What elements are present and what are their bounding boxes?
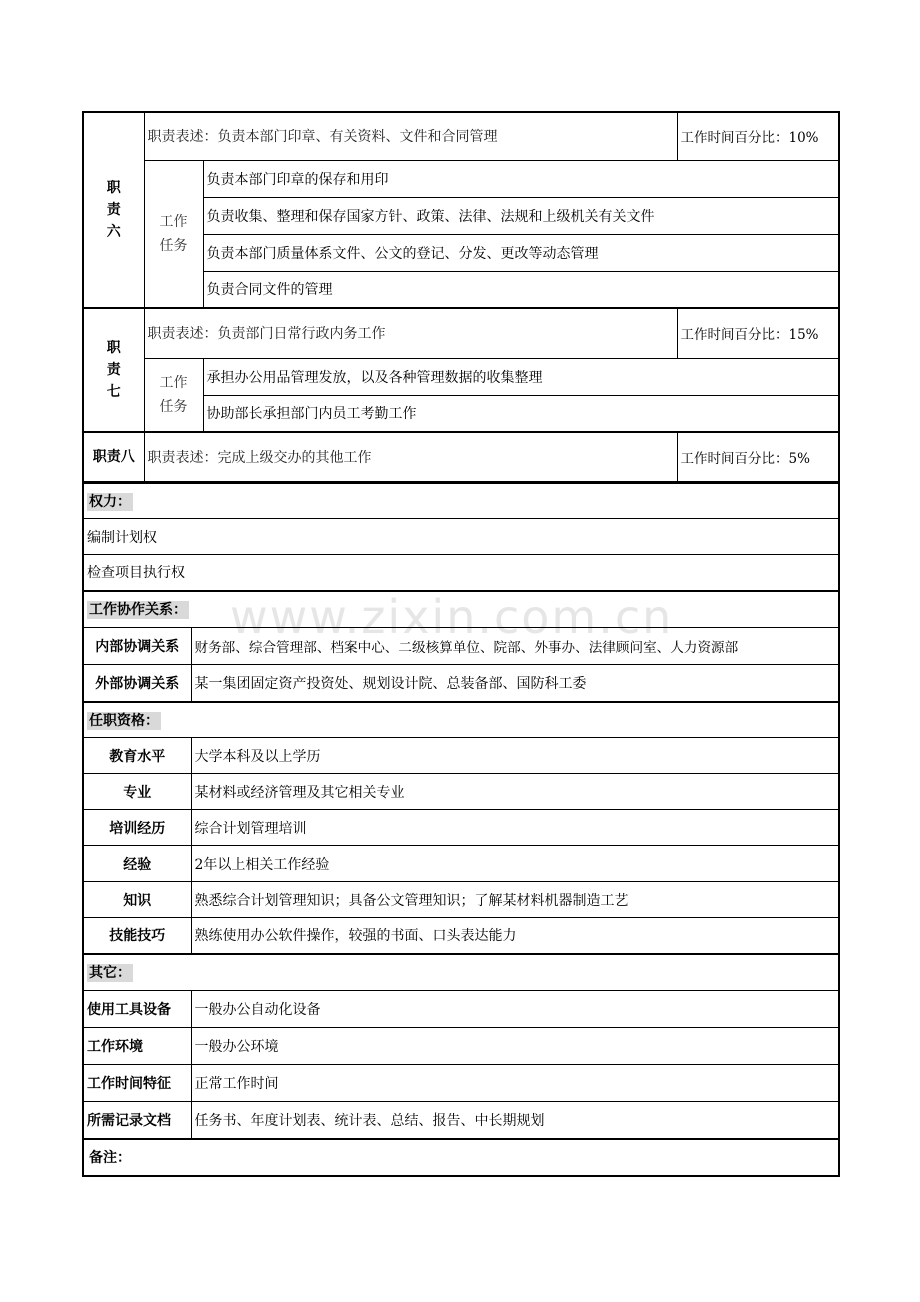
other-label: 工作时间特征: [83, 1065, 191, 1102]
other-value: 任务书、年度计划表、统计表、总结、报告、中长期规划: [191, 1102, 839, 1139]
other-section-title: 其它：: [83, 954, 839, 991]
qualification-label: 教育水平: [83, 738, 191, 774]
power-item: 检查项目执行权: [83, 555, 839, 591]
other-value: 一般办公自动化设备: [191, 991, 839, 1028]
duty-6-task-label: 工作 任务: [144, 160, 203, 308]
power-item: 编制计划权: [83, 519, 839, 555]
qualification-label: 知识: [83, 882, 191, 918]
qualification-label: 培训经历: [83, 810, 191, 846]
qualification-label: 专业: [83, 774, 191, 810]
other-label: 工作环境: [83, 1028, 191, 1065]
details-table: [82, 482, 840, 1177]
qualification-value: 熟悉综合计划管理知识；具备公文管理知识；了解某材料机器制造工艺: [191, 882, 839, 918]
duty-7-task: 承担办公用品管理发放，以及各种管理数据的收集整理: [203, 358, 839, 395]
qualification-label: 技能技巧: [83, 918, 191, 954]
other-label: 使用工具设备: [83, 991, 191, 1028]
other-label: 所需记录文档: [83, 1102, 191, 1139]
relations-section-title: 工作协作关系：: [83, 591, 839, 628]
external-relations-value: 某一集团固定资产投资处、规划设计院、总装备部、国防科工委: [191, 665, 839, 702]
duty-8-label: 职责八: [83, 432, 144, 481]
power-section-title: 权力：: [83, 483, 839, 519]
internal-relations-value: 财务部、综合管理部、档案中心、二级核算单位、院部、外事办、法律顾问室、人力资源部: [191, 628, 839, 665]
duty-7-task: 协助部长承担部门内员工考勤工作: [203, 395, 839, 432]
duty-6-task: 负责本部门印章的保存和用印: [203, 160, 839, 197]
remarks-section-title: 备注：: [83, 1139, 839, 1176]
qualification-label: 经验: [83, 846, 191, 882]
other-value: 正常工作时间: [191, 1065, 839, 1102]
job-description-document: [82, 111, 838, 1177]
duty-7-time-percentage: 工作时间百分比：15%: [677, 308, 839, 358]
duties-table: [82, 111, 840, 482]
duty-7-task-label: 工作 任务: [144, 358, 203, 432]
qualification-value: 某材料或经济管理及其它相关专业: [191, 774, 839, 810]
qualification-value: 熟练使用办公软件操作，较强的书面、口头表达能力: [191, 918, 839, 954]
duty-6-task: 负责本部门质量体系文件、公文的登记、分发、更改等动态管理: [203, 234, 839, 271]
duty-7-description: 职责表述：负责部门日常行政内务工作: [144, 308, 677, 358]
duty-6-task: 负责合同文件的管理: [203, 271, 839, 308]
duty-8-time-percentage: 工作时间百分比：5%: [677, 432, 839, 481]
external-relations-label: 外部协调关系: [83, 665, 191, 702]
duty-6-label: 职 责 六: [83, 112, 144, 308]
duty-6-description: 职责表述：负责本部门印章、有关资料、文件和合同管理: [144, 112, 677, 160]
duty-7-label: 职 责 七: [83, 308, 144, 432]
duty-8-description: 职责表述：完成上级交办的其他工作: [144, 432, 677, 481]
duty-6-task: 负责收集、整理和保存国家方针、政策、法律、法规和上级机关有关文件: [203, 197, 839, 234]
qualification-value: 综合计划管理培训: [191, 810, 839, 846]
watermark: www.zixin.com.cn: [230, 590, 674, 644]
qualification-value: 2年以上相关工作经验: [191, 846, 839, 882]
internal-relations-label: 内部协调关系: [83, 628, 191, 665]
qualifications-section-title: 任职资格：: [83, 702, 839, 738]
duty-6-time-percentage: 工作时间百分比：10%: [677, 112, 839, 160]
qualification-value: 大学本科及以上学历: [191, 738, 839, 774]
other-value: 一般办公环境: [191, 1028, 839, 1065]
